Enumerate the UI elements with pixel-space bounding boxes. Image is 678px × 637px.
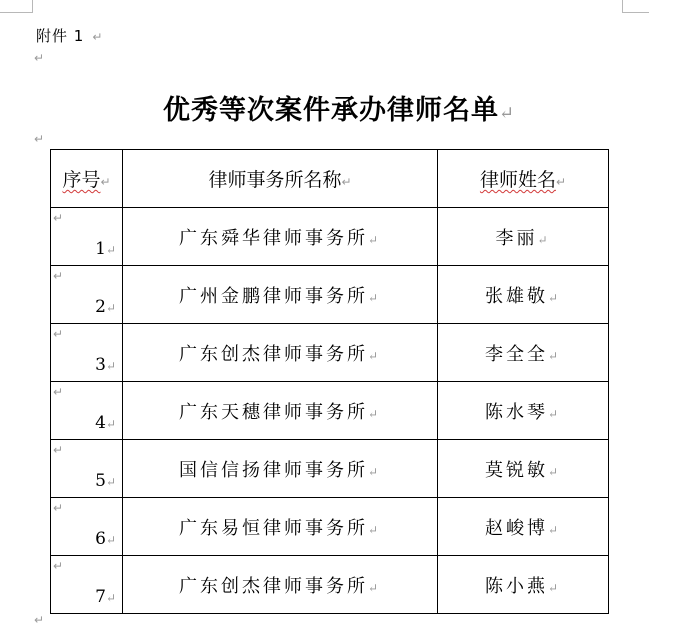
seq-cell: ↵ 2↵	[51, 266, 123, 324]
paragraph-mark-icon: ↵	[53, 559, 64, 573]
header-lawyer: 律师姓名↵	[438, 150, 609, 208]
paragraph-mark-icon: ↵	[34, 132, 45, 146]
paragraph-mark-icon: ↵	[555, 175, 567, 189]
table-row	[51, 382, 609, 440]
page-title: 优秀等次案件承办律师名单↵	[162, 95, 516, 126]
seq-cell: ↵ 4↵	[51, 382, 123, 440]
firm-cell: 广东天穗律师事务所↵	[123, 382, 438, 440]
lawyer-cell: 陈小燕↵	[438, 556, 609, 614]
header-seq: 序号↵	[51, 150, 123, 208]
lawyer-table	[50, 149, 609, 614]
lawyer-cell: 莫锐敏↵	[438, 440, 609, 498]
firm-cell: 国信信扬律师事务所↵	[123, 440, 438, 498]
paragraph-mark-icon: ↵	[100, 175, 111, 189]
seq-cell: ↵ 6↵	[51, 498, 123, 556]
lawyer-cell: 李全全↵	[438, 324, 609, 382]
paragraph-mark-icon: ↵	[53, 501, 64, 515]
lawyer-cell: 赵峻博↵	[438, 498, 609, 556]
seq-cell: ↵ 7↵	[51, 556, 123, 614]
table-row	[51, 208, 609, 266]
crop-mark-top-right	[622, 0, 649, 13]
table-row	[51, 556, 609, 614]
table-row	[51, 440, 609, 498]
table-row	[51, 324, 609, 382]
seq-cell: ↵ 3↵	[51, 324, 123, 382]
table-row	[51, 498, 609, 556]
firm-cell: 广州金鹏律师事务所↵	[123, 266, 438, 324]
paragraph-mark-icon: ↵	[53, 327, 64, 341]
paragraph-mark-icon: ↵	[498, 103, 516, 124]
firm-cell: 广东易恒律师事务所↵	[123, 498, 438, 556]
paragraph-mark-icon: ↵	[53, 385, 64, 399]
paragraph-mark-icon: ↵	[53, 269, 64, 283]
lawyer-cell: 陈水琴↵	[438, 382, 609, 440]
firm-cell: 广东创杰律师事务所↵	[123, 324, 438, 382]
lawyer-cell: 李丽↵	[438, 208, 609, 266]
table-header-row	[51, 150, 609, 208]
seq-cell: ↵ 5↵	[51, 440, 123, 498]
paragraph-mark-icon: ↵	[34, 613, 45, 627]
crop-mark-top-left	[0, 0, 33, 13]
paragraph-mark-icon: ↵	[341, 175, 352, 189]
header-firm: 律师事务所名称↵	[123, 150, 438, 208]
paragraph-mark-icon: ↵	[53, 211, 64, 225]
lawyer-cell: 张雄敬↵	[438, 266, 609, 324]
paragraph-mark-icon: ↵	[53, 443, 64, 457]
firm-cell: 广东舜华律师事务所↵	[123, 208, 438, 266]
paragraph-mark-icon: ↵	[92, 30, 104, 44]
firm-cell: 广东创杰律师事务所↵	[123, 556, 438, 614]
attachment-label: 附件 1 ↵	[36, 27, 104, 45]
seq-cell: ↵ 1↵	[51, 208, 123, 266]
table-row	[51, 266, 609, 324]
paragraph-mark-icon: ↵	[34, 51, 45, 65]
